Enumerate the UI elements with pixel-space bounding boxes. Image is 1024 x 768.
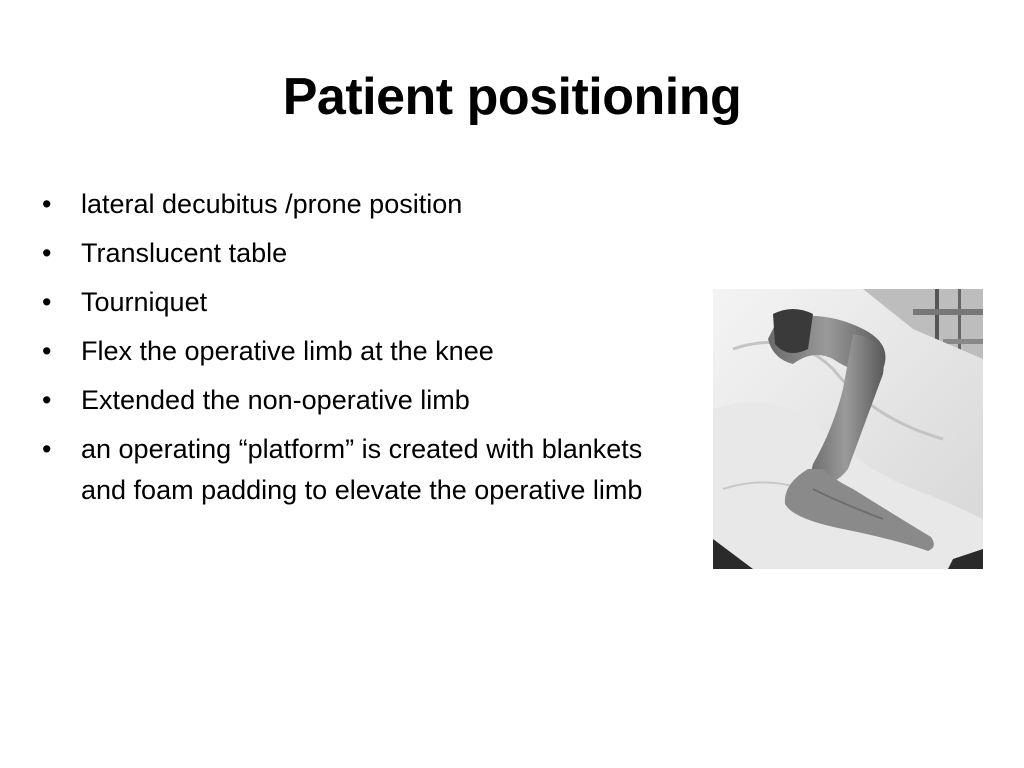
slide-title: Patient positioning [282, 68, 742, 126]
bullet-glyph: • [42, 238, 52, 268]
bullet-glyph: • [42, 434, 52, 464]
bullet-glyph: • [42, 336, 52, 366]
bullet-item [40, 429, 680, 511]
bullet-text: an operating “platform” is created with blankets and foam padding to elevate the operative limb [81, 434, 643, 505]
leg-positioning-photo [713, 289, 983, 569]
bullet-glyph: • [42, 287, 52, 317]
bullet-item [40, 233, 680, 274]
bullet-text: Extended the non-operative limb [81, 385, 470, 415]
bullet-item [40, 282, 680, 323]
bullet-list [40, 184, 680, 519]
bullet-text: lateral decubitus /prone position [81, 189, 463, 219]
bullet-item [40, 331, 680, 372]
bullet-item [40, 184, 680, 225]
bullet-glyph: • [42, 189, 52, 219]
bullet-text: Tourniquet [81, 287, 208, 317]
photo-illustration [713, 289, 983, 569]
bullet-text: Flex the operative limb at the knee [81, 336, 494, 366]
bullet-glyph: • [42, 385, 52, 415]
bullet-item [40, 380, 680, 421]
bullet-text: Translucent table [81, 238, 288, 268]
